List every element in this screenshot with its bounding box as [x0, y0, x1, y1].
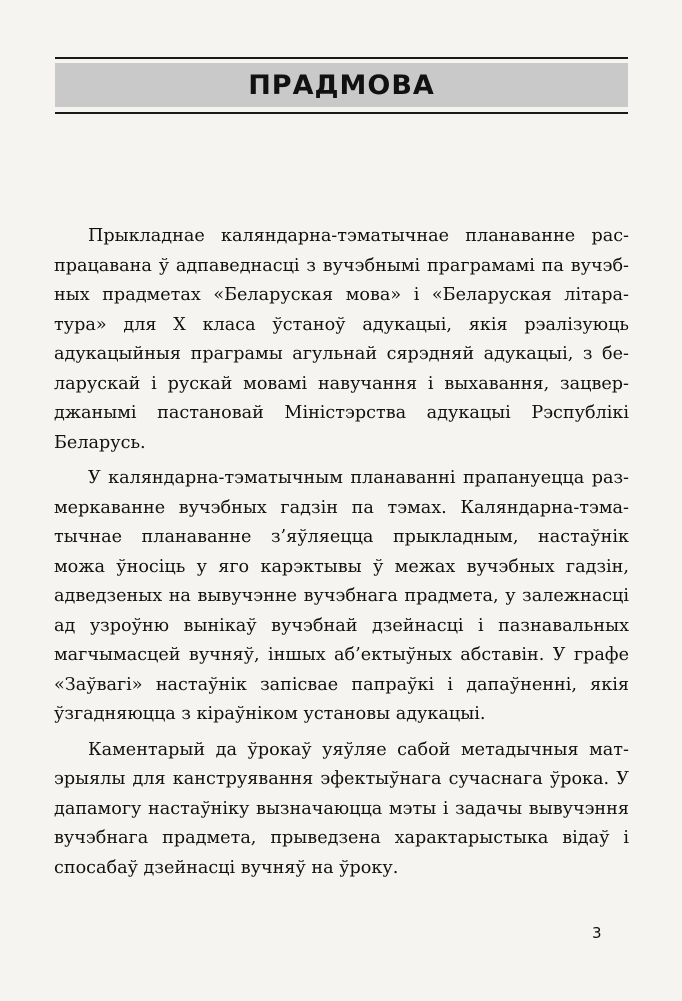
page-number: 3	[592, 924, 602, 942]
paragraph-1: Прыкладнае каляндарна-тэматычнае планаванне распрацавана ў адпаведнасці з вучэбнымі праграмамі па вучэбных прадметах «Беларуская мова» і «Беларуская літаратура» для X класа ўстаноў адукацыі, якія рэалізуюць адукацыйныя праграмы агульнай сярэдняй адукацыі, з беларускай і рускай мовамі навучання і выхавання, зацверджанымі пастановай Міністэрства адукацыі Рэспублікі Беларусь.	[54, 226, 629, 453]
paragraph-2: У каляндарна-тэматычным планаванні прапануецца размеркаванне вучэбных гадзін па тэмах. Каляндарна-тэматычнае планаванне з’яўляецца прыкладным, настаўнік можа ўносіць у яго карэктывы ў межах вучэбных гадзін, адведзеных на вывучэнне вучэбнага прадмета, у залежнасці ад узроўню вынікаў вучэбнай дзейнасці і пазнавальных магчымасцей вучняў, іншых аб’ектыўных абставін. У графе «Заўвагі» настаўнік запісвае папраўкі і дапаўненні, якія ўзгадняюцца з кіраўніком установы адукацыі.	[54, 468, 629, 724]
preface-body	[54, 222, 629, 889]
bottom-rule	[55, 112, 628, 114]
top-rule	[55, 57, 628, 59]
page-title: ПРАДМОВА	[248, 69, 435, 101]
title-banner	[55, 63, 628, 107]
paragraph-3: Каментарый да ўрокаў уяўляе сабой метадычныя матэрыялы для канструявання эфектыўнага сучаснага ўрока. У дапамогу настаўніку вызначаюцца мэты і задачы вывучэння вучэбнага прадмета, прыведзена характарыстыка відаў і спосабаў дзейнасці вучняў на ўроку.	[54, 739, 629, 878]
